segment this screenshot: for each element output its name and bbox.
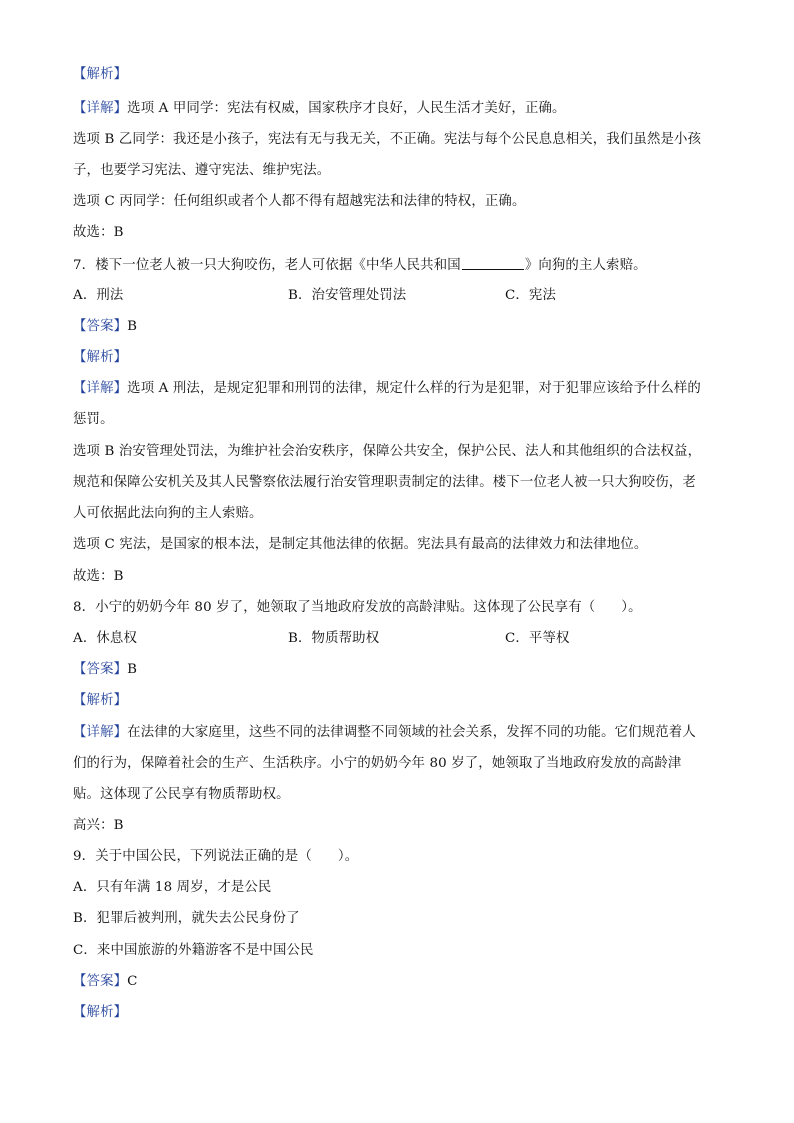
- q7-detail-b-line1: 选项 B 治安管理处罚法，为维护社会治安秩序，保障公共安全，保护公民、法人和其他组织的合法权益，: [73, 444, 702, 459]
- q7-option-c: C．宪法: [505, 288, 557, 303]
- q8-answer: 【答案】B: [73, 662, 138, 677]
- q8-stem: 8．小宁的奶奶今年 80 岁了，她领取了当地政府发放的高龄津贴。这体现了公民享有（ ）。: [73, 600, 642, 615]
- q7-detail-a-line2: 惩罚。: [73, 412, 114, 427]
- q7-option-a: A．刑法: [73, 288, 124, 303]
- q6-detail-b-line2: 子，也要学习宪法、遵守宪法、维护宪法。: [73, 163, 331, 178]
- q9-stem: 9．关于中国公民，下列说法正确的是（ ）。: [73, 849, 359, 864]
- q8-detail-line1: 【详解】在法律的大家庭里，这些不同的法律调整不同领域的社会关系，发挥不同的功能。它们规范着人: [73, 725, 696, 740]
- q6-detail-c: 选项 C 丙同学：任何组织或者个人都不得有超越宪法和法律的特权，正确。: [73, 194, 526, 209]
- q7-stem: 7．楼下一位老人被一只大狗咬伤，老人可依据《中华人民共和国 》向狗的主人索赔。: [73, 258, 647, 273]
- q6-analysis-label: 【解析】: [73, 67, 128, 82]
- q9-answer: 【答案】C: [73, 974, 138, 989]
- q8-option-a: A．休息权: [73, 631, 137, 646]
- q6-conclusion: 故选：B: [73, 225, 124, 240]
- q7-option-b: B．治安管理处罚法: [288, 288, 407, 303]
- q9-option-a: A．只有年满 18 周岁，才是公民: [73, 880, 272, 895]
- q7-analysis-label: 【解析】: [73, 350, 128, 365]
- q8-option-b: B．物质帮助权: [288, 631, 380, 646]
- q9-analysis-label: 【解析】: [73, 1005, 128, 1020]
- q7-answer: 【答案】B: [73, 319, 138, 334]
- q8-detail-line3: 贴。这体现了公民享有物质帮助权。: [73, 787, 290, 802]
- answer-blank: [462, 256, 524, 270]
- q7-detail-b-line3: 人可依据此法向狗的主人索赔。: [73, 506, 263, 521]
- q6-detail-b-line1: 选项 B 乙同学：我还是小孩子，宪法有无与我无关，不正确。宪法与每个公民息息相关，我们虽然是小孩: [73, 132, 702, 147]
- q7-detail-a-line1: 【详解】选项 A 刑法，是规定犯罪和刑罚的法律，规定什么样的行为是犯罪，对于犯罪应该给予什么样的: [73, 381, 701, 396]
- q8-detail-line2: 们的行为，保障着社会的生产、生活秩序。小宁的奶奶今年 80 岁了，她领取了当地政府发放的高龄津: [73, 756, 682, 771]
- q7-detail-b-line2: 规范和保障公安机关及其人民警察依法履行治安管理职责制定的法律。楼下一位老人被一只大狗咬伤，老: [73, 475, 696, 490]
- q9-option-c: C．来中国旅游的外籍游客不是中国公民: [73, 943, 314, 958]
- q8-analysis-label: 【解析】: [73, 693, 128, 708]
- q6-detail-a: 【详解】选项 A 甲同学：宪法有权威，国家秩序才良好，人民生活才美好，正确。: [73, 101, 566, 116]
- q7-detail-c: 选项 C 宪法，是国家的根本法，是制定其他法律的依据。宪法具有最高的法律效力和法律地位。: [73, 537, 648, 552]
- q8-conclusion: 高兴：B: [73, 818, 124, 833]
- q9-option-b: B．犯罪后被判刑，就失去公民身份了: [73, 911, 300, 926]
- q7-conclusion: 故选：B: [73, 569, 124, 584]
- q8-option-c: C．平等权: [505, 631, 570, 646]
